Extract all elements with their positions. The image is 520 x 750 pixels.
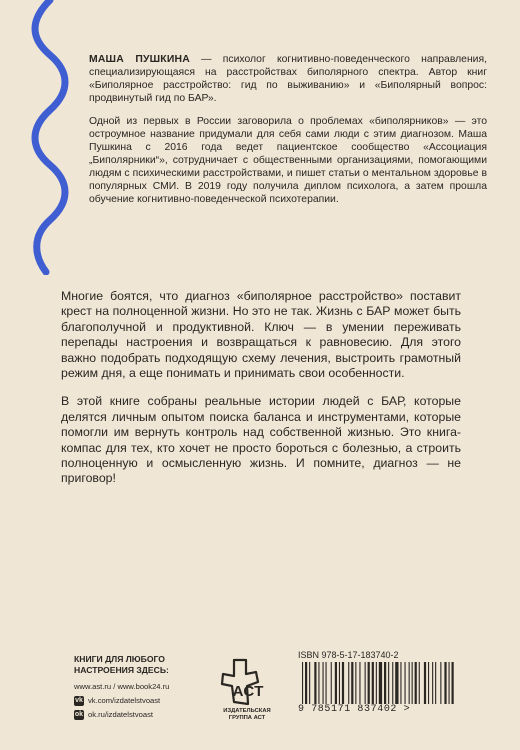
barcode-bar	[379, 662, 382, 704]
ast-logo-icon	[212, 652, 282, 708]
barcode-bar	[424, 662, 426, 704]
barcode-bar	[365, 662, 366, 704]
author-intro-text: — психолог когнитивно-поведенческого направления, специализирующаяся на расстройствах биполярного спектра. Автор книг «Биполярное расстройство: гид по выживанию» и «Биполярный вопрос: продвинутый гид по БАР».	[89, 54, 487, 104]
promo-ok-link: ok.ru/izdatelstvoast	[88, 710, 153, 719]
barcode-bar	[409, 662, 410, 704]
barcode-bar	[428, 662, 429, 704]
barcode-bar	[342, 662, 344, 704]
description-paragraph-2: В этой книге собраны реальные истории людей с БАР, которые делятся личным опытом поиска баланса и инструментами, которые помогли им вернуть контроль над собственной жизнью. Это книга-компас для тех, кто хочет не просто бороться с болезнью, а строить полноценную и осмысленную жизнь. И помните, диагноз — не приговор!	[61, 394, 461, 486]
barcode-number: 9 785171 837402 >	[298, 704, 411, 715]
barcode-bar	[395, 662, 398, 704]
decorative-squiggle	[24, 0, 84, 275]
barcode-bar	[359, 662, 360, 704]
promo-ok-row	[74, 710, 153, 720]
barcode	[298, 662, 456, 704]
barcode-bar	[405, 662, 406, 704]
barcode-bar	[449, 662, 450, 704]
book-description	[61, 289, 461, 500]
barcode-bar	[348, 662, 349, 704]
barcode-bar	[323, 662, 324, 704]
barcode-bar	[388, 662, 389, 704]
barcode-bar	[339, 662, 340, 704]
publisher-logo	[212, 652, 282, 730]
barcode-bar	[452, 662, 454, 704]
promo-sites: www.ast.ru / www.book24.ru	[74, 682, 170, 691]
vk-icon: vk	[75, 697, 83, 704]
barcode-bar	[376, 662, 377, 704]
author-bio-paragraph: Одной из первых в России заговорила о проблемах «биполярников» — это остроумное название придумали для себя сами люди с этим диагнозом. Маша Пушкина с 2016 года ведет пациентское сообщество «Ассоциация „Биполярники“», сотрудничает с общественными организациями, помогающими людям с психическими расстройствами, и пишет статьи о ментальном здоровье в популярных СМИ. В 2019 году получила диплом психолога, а затем прошла обучение когнитивно-поведенческой психотерапии.	[89, 116, 487, 205]
barcode-bar	[415, 662, 417, 704]
barcode-bar	[326, 662, 327, 704]
barcode-bar	[351, 662, 353, 704]
barcode-bar	[302, 662, 303, 704]
barcode-bar	[355, 662, 356, 704]
logo-caption	[212, 708, 282, 722]
author-intro-paragraph	[89, 53, 487, 105]
barcode-bar	[331, 662, 332, 704]
barcode-bar	[305, 662, 307, 704]
barcode-bar	[309, 662, 310, 704]
barcode-bar	[372, 662, 374, 704]
barcode-bar	[314, 662, 316, 704]
barcode-bar	[432, 662, 433, 704]
barcode-bar	[368, 662, 370, 704]
logo-caption-line1: ИЗДАТЕЛЬСКАЯ	[223, 708, 271, 714]
barcode-bar	[318, 662, 319, 704]
description-paragraph-1: Многие боятся, что диагноз «биполярное расстройство» поставит крест на полноценной жизни. Но это не так. Жизнь с БАР может быть благополучной и продуктивной. Ключ — в умении переживать перепады настроения и возвращаться к равновесию. Для этого важно подобрать подходящую схему лечения, выстроить грамотный режим дня, а еще понимать и принимать свои особенности.	[61, 289, 461, 381]
barcode-bar	[335, 662, 337, 704]
logo-text: ACT	[232, 683, 264, 700]
barcode-bar	[400, 662, 401, 704]
barcode-bar	[419, 662, 420, 704]
barcode-bar	[435, 662, 436, 704]
ok-icon: ok	[74, 711, 84, 718]
barcode-bar	[384, 662, 386, 704]
author-name: МАША ПУШКИНА	[89, 54, 190, 65]
promo-vk-row	[74, 696, 160, 706]
barcode-bar	[444, 662, 446, 704]
barcode-bar	[440, 662, 441, 704]
barcode-bar	[392, 662, 393, 704]
author-section	[89, 53, 487, 216]
logo-caption-line2: ГРУППА АСТ	[228, 715, 266, 721]
promo-title: КНИГИ ДЛЯ ЛЮБОГО НАСТРОЕНИЯ ЗДЕСЬ:	[74, 654, 169, 675]
back-cover-footer	[62, 650, 462, 730]
barcode-bar	[412, 662, 413, 704]
isbn-label: ISBN 978-5-17-183740-2	[298, 650, 399, 660]
promo-vk-link: vk.com/izdatelstvoast	[88, 696, 161, 705]
